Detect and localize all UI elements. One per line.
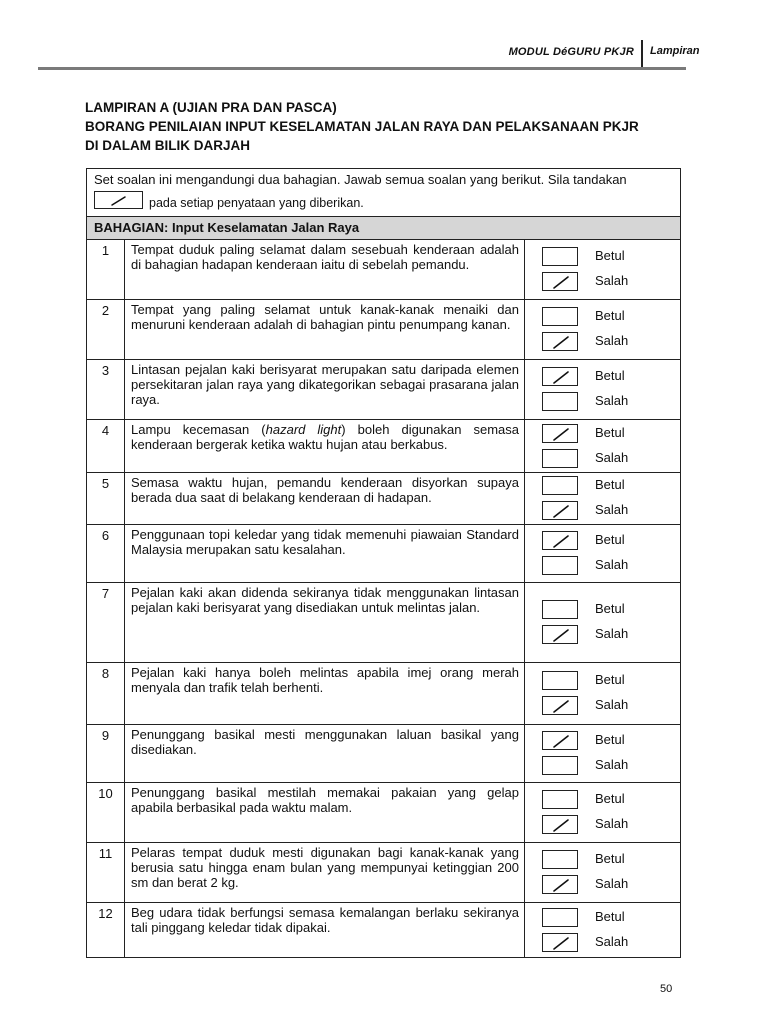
instructions-line-1: Set soalan ini mengandungi dua bahagian. Jawab semua soalan yang berikut. Sila tandakan [94, 172, 627, 187]
option-label-salah: Salah [595, 876, 629, 891]
checkbox-betul[interactable] [542, 731, 578, 750]
title-line-3: DI DALAM BILIK DARJAH [85, 138, 250, 153]
option-label-betul: Betul [595, 477, 625, 492]
option-label-salah: Salah [595, 450, 629, 465]
checkbox-salah[interactable] [542, 815, 578, 834]
question-row [87, 472, 680, 524]
question-text: Penggunaan topi keledar yang tidak memenuhi piawaian Standard Malaysia merupakan satu kesalahan. [131, 527, 519, 557]
option-label-betul: Betul [595, 425, 625, 440]
question-number: 1 [101, 243, 110, 258]
option-label-salah: Salah [595, 757, 629, 772]
option-label-salah: Salah [595, 557, 629, 572]
tick-mark-icon [543, 368, 579, 387]
question-number: 12 [98, 906, 113, 921]
tick-mark-icon [543, 502, 579, 521]
tick-mark-icon [543, 732, 579, 751]
tick-mark-icon [543, 425, 579, 444]
section-header [87, 217, 680, 240]
question-text: Pejalan kaki akan didenda sekiranya tidak menggunakan lintasan pejalan kaki berisyarat yang disediakan untuk melintas jalan. [131, 585, 519, 615]
question-number: 4 [101, 423, 110, 438]
header-divider [641, 40, 643, 67]
tick-mark-icon [543, 697, 579, 716]
tick-mark-icon [543, 876, 579, 895]
checkbox-betul[interactable] [542, 247, 578, 266]
option-label-salah: Salah [595, 273, 629, 288]
question-number: 5 [101, 476, 110, 491]
question-text: Tempat yang paling selamat untuk kanak-kanak menaiki dan menuruni kenderaan adalah di bahagian pintu penumpang kanan. [131, 302, 519, 332]
tick-mark-icon [543, 532, 579, 551]
question-text-part: Lampu kecemasan ( [131, 422, 266, 437]
question-row [87, 724, 680, 782]
checkbox-betul[interactable] [542, 531, 578, 550]
question-number: 7 [101, 586, 110, 601]
option-label-betul: Betul [595, 791, 625, 806]
checkbox-betul[interactable] [542, 424, 578, 443]
option-label-betul: Betul [595, 248, 625, 263]
checkbox-salah[interactable] [542, 501, 578, 520]
question-row [87, 582, 680, 662]
tick-mark-icon [543, 273, 579, 292]
option-label-betul: Betul [595, 368, 625, 383]
question-number: 10 [98, 786, 113, 801]
option-label-salah: Salah [595, 333, 629, 348]
question-row [87, 662, 680, 724]
example-tick-box [94, 191, 143, 209]
checkbox-betul[interactable] [542, 476, 578, 495]
checkbox-salah[interactable] [542, 556, 578, 575]
question-text: Semasa waktu hujan, pemandu kenderaan disyorkan supaya berada dua saat di belakang kenderaan di hadapan. [131, 475, 519, 505]
instructions-line-2: pada setiap penyataan yang diberikan. [149, 196, 364, 210]
tick-mark-icon [543, 626, 579, 645]
question-number: 3 [101, 363, 110, 378]
header-rule [38, 67, 686, 70]
question-row [87, 419, 680, 472]
question-row [87, 299, 680, 359]
checkbox-salah[interactable] [542, 392, 578, 411]
question-number: 2 [101, 303, 110, 318]
option-label-betul: Betul [595, 308, 625, 323]
option-label-salah: Salah [595, 626, 629, 641]
checkbox-salah[interactable] [542, 272, 578, 291]
instructions [87, 169, 680, 217]
option-label-salah: Salah [595, 502, 629, 517]
checkbox-betul[interactable] [542, 600, 578, 619]
question-number: 11 [98, 846, 113, 861]
question-row [87, 524, 680, 582]
question-number: 9 [101, 728, 110, 743]
checkbox-betul[interactable] [542, 908, 578, 927]
section-label: BAHAGIAN: Input Keselamatan Jalan Raya [94, 220, 360, 235]
module-title: MODUL DéGURU PKJR [508, 46, 634, 58]
tick-mark-icon [543, 333, 579, 352]
tick-mark-icon [543, 816, 579, 835]
checkbox-betul[interactable] [542, 850, 578, 869]
option-label-betul: Betul [595, 732, 625, 747]
question-text: Pejalan kaki hanya boleh melintas apabila imej orang merah menyala dan trafik telah berhenti. [131, 665, 519, 695]
checkbox-salah[interactable] [542, 875, 578, 894]
section-name: Lampiran [650, 45, 700, 57]
question-text: Penunggang basikal mestilah memakai pakaian yang gelap apabila berbasikal pada waktu malam. [131, 785, 519, 815]
question-row [87, 902, 680, 958]
question-number: 8 [101, 666, 110, 681]
checkbox-salah[interactable] [542, 449, 578, 468]
question-text-part: ) boleh digunakan semasa kenderaan bergerak ketika waktu hujan atau berkabus. [131, 422, 520, 452]
option-label-betul: Betul [595, 909, 625, 924]
page-number: 50 [660, 983, 673, 995]
checkbox-salah[interactable] [542, 625, 578, 644]
checkbox-betul[interactable] [542, 307, 578, 326]
option-label-betul: Betul [595, 532, 625, 547]
title-line-2: BORANG PENILAIAN INPUT KESELAMATAN JALAN RAYA DAN PELAKSANAAN PKJR [85, 119, 639, 134]
checkbox-salah[interactable] [542, 756, 578, 775]
checkbox-salah[interactable] [542, 933, 578, 952]
checkbox-salah[interactable] [542, 332, 578, 351]
option-label-betul: Betul [595, 851, 625, 866]
question-text: Penunggang basikal mesti menggunakan laluan basikal yang disediakan. [131, 727, 519, 757]
question-text: Beg udara tidak berfungsi semasa kemalangan berlaku sekiranya tali pinggang keledar tidak dipakai. [131, 905, 519, 935]
assessment-form [86, 168, 681, 958]
question-text-italic: hazard light [265, 422, 342, 437]
checkbox-betul[interactable] [542, 790, 578, 809]
question-row [87, 782, 680, 842]
option-label-betul: Betul [595, 601, 625, 616]
question-row [87, 842, 680, 902]
option-label-salah: Salah [595, 697, 629, 712]
checkbox-betul[interactable] [542, 671, 578, 690]
title-line-1: LAMPIRAN A (UJIAN PRA DAN PASCA) [85, 100, 337, 115]
question-text [131, 422, 519, 452]
tick-icon [95, 192, 144, 210]
question-text: Tempat duduk paling selamat dalam sesebuah kenderaan adalah di bahagian hadapan kenderaan iaitu di sebelah pemandu. [131, 242, 519, 272]
checkbox-betul[interactable] [542, 367, 578, 386]
question-text: Pelaras tempat duduk mesti digunakan bagi kanak-kanak yang berusia satu hingga enam bulan yang mempunyai ketinggian 200 sm dan berat 2 kg. [131, 845, 519, 890]
document-title [85, 98, 705, 155]
question-number: 6 [101, 528, 110, 543]
option-label-salah: Salah [595, 816, 629, 831]
tick-mark-icon [543, 934, 579, 953]
question-row [87, 240, 680, 299]
question-row [87, 359, 680, 419]
option-label-salah: Salah [595, 934, 629, 949]
option-label-betul: Betul [595, 672, 625, 687]
option-label-salah: Salah [595, 393, 629, 408]
question-text: Lintasan pejalan kaki berisyarat merupakan satu daripada elemen persekitaran jalan raya yang dikategorikan sebagai prasarana jalan raya. [131, 362, 519, 407]
checkbox-salah[interactable] [542, 696, 578, 715]
